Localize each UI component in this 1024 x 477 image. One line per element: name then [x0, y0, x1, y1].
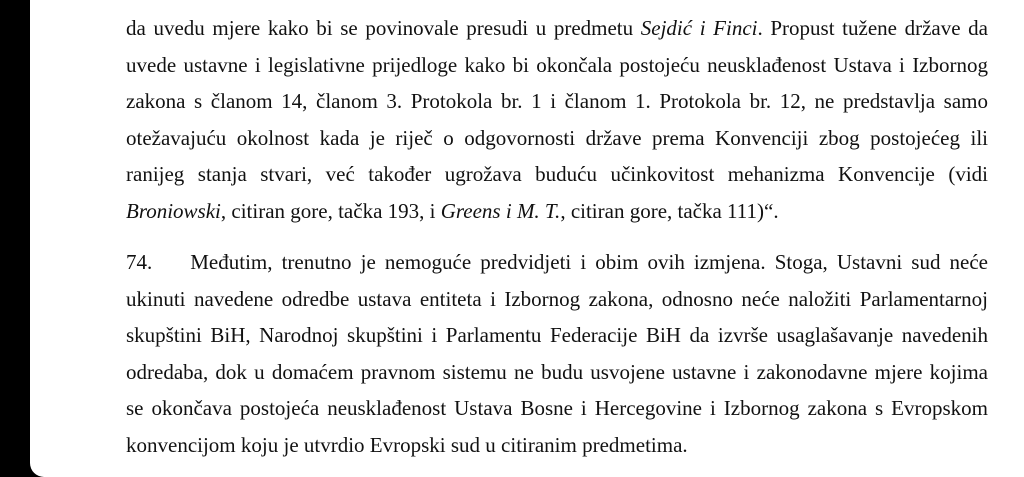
case-name-italic: Sejdić i Finci — [640, 16, 758, 40]
paragraph-73-line-4: otežavajuću okolnost kada je riječ o odgovornosti države prema Konvenciji zbog postojećeg ili — [126, 126, 988, 150]
paragraph-74-line-2: ukinuti navedene odredbe ustava entiteta i Izbornog zakona, odnosno neće naložiti Parlamentarnoj — [126, 287, 988, 311]
paragraph-73-line-1: da uvedu mjere kako bi se povinovale presudi u predmetu Sejdić i Finci. Propust tužene države da — [126, 16, 988, 40]
paragraph-73-line-3: zakona s članom 14, članom 3. Protokola br. 1 i članom 1. Protokola br. 12, ne predstavlja samo — [126, 89, 988, 113]
paragraph-73-line-6: Broniowski, citiran gore, tačka 193, i Greens i M. T., citiran gore, tačka 111)“. — [126, 199, 779, 223]
citation-italic-2: Greens i M. T. — [440, 199, 561, 223]
paragraph-74-line-6: konvencijom koju je utvrdio Evropski sud u citiranim predmetima. — [126, 433, 688, 457]
paragraph-73-line-5: ranijeg stanja stvari, već također ugrožava buduću učinkovitost mehanizma Konvencije (vidi — [126, 162, 988, 186]
document-page — [30, 0, 1024, 477]
paragraph-74-line-1: 74. Međutim, trenutno je nemoguće predvidjeti i obim ovih izmjena. Stoga, Ustavni sud neće — [126, 250, 988, 274]
paragraph-74-line-5: se okončava postojeća neusklađenost Ustava Bosne i Hercegovine i Izbornog zakona s Evropskom — [126, 396, 988, 420]
paragraph-number: 74. — [126, 250, 153, 274]
paragraph-74-line-4: odredaba, dok u domaćem pravnom sistemu ne budu usvojene ustavne i zakonodavne mjere kojima — [126, 360, 988, 384]
paragraph-74-line-3: skupštini BiH, Narodnoj skupštini i Parlamentu Federacije BiH da izvrše usaglašavanje navedenih — [126, 323, 988, 347]
paragraph-73-line-2: uvede ustavne i legislativne prijedloge kako bi okončala postojeću neusklađenost Ustava i Izbornog — [126, 53, 988, 77]
citation-italic-1: Broniowski — [126, 199, 221, 223]
